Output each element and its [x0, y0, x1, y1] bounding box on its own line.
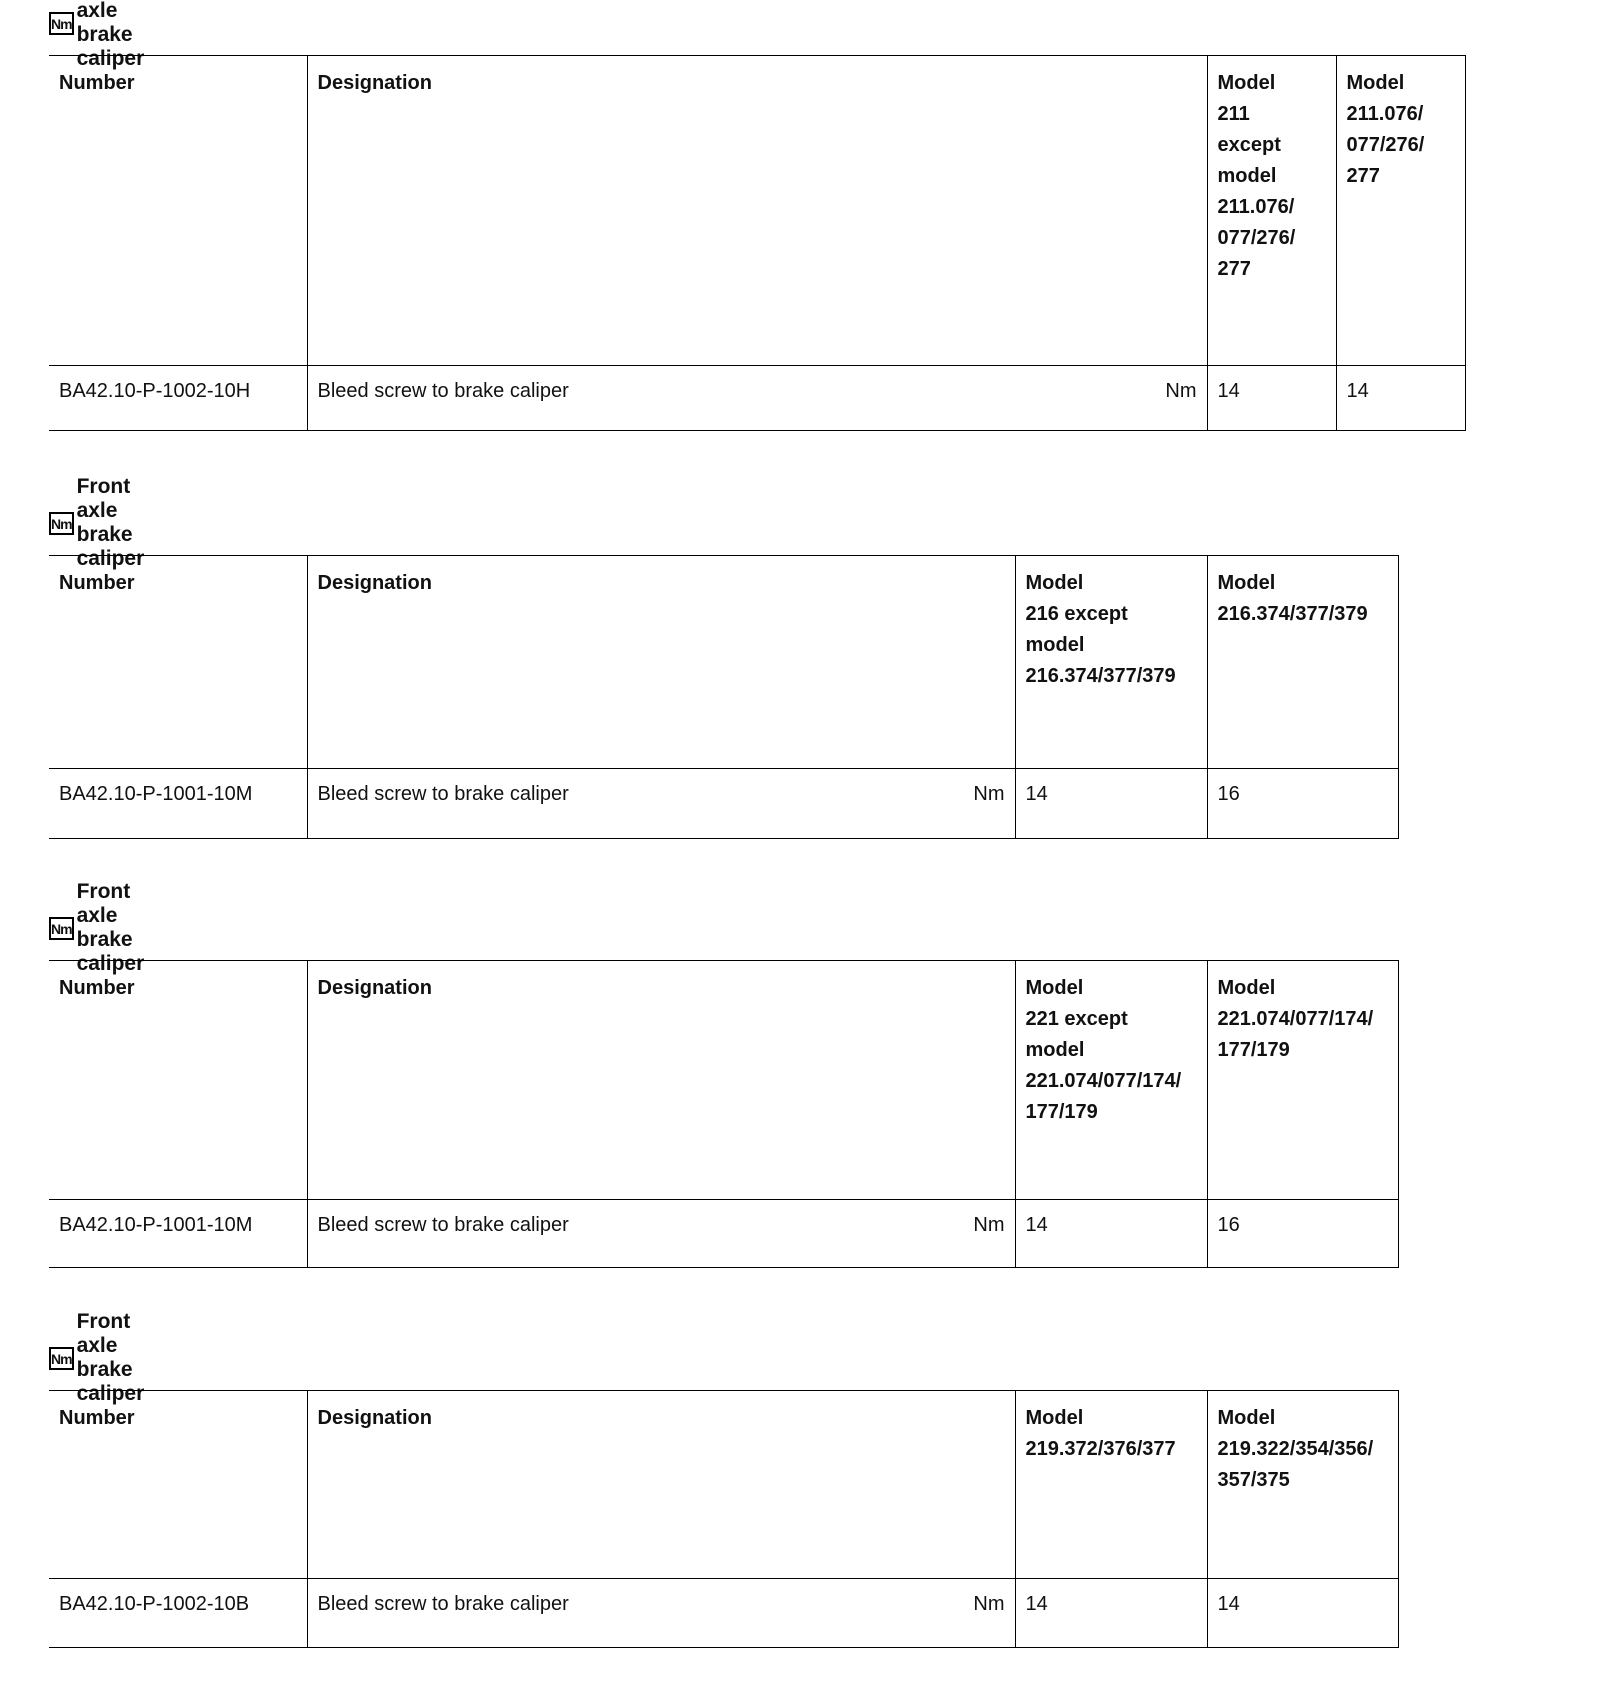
section-title [49, 880, 145, 975]
section-title-text: Front axle brake caliper [76, 475, 145, 570]
cell-designation [307, 366, 1207, 431]
table-row [49, 769, 1398, 839]
cell-value-b: 16 [1207, 769, 1398, 839]
section-title [49, 0, 145, 70]
section-title-text: Front axle brake caliper [76, 880, 145, 975]
designation-text: Bleed screw to brake caliper [317, 1214, 569, 1236]
cell-number: BA42.10-P-1001-10M [49, 769, 307, 839]
table-row [49, 1579, 1398, 1648]
header-model-a: Model 211 except model 211.076/ 077/276/ 277 [1207, 56, 1336, 366]
header-model-b: Model 221.074/077/174/ 177/179 [1207, 961, 1398, 1200]
table-header-row [49, 56, 1465, 366]
cell-number: BA42.10-P-1001-10M [49, 1200, 307, 1268]
cell-value-a: 14 [1015, 1579, 1207, 1648]
cell-value-b: 14 [1207, 1579, 1398, 1648]
cell-value-b: 14 [1336, 366, 1465, 431]
unit-text: Nm [973, 1214, 1005, 1236]
header-model-a: Model 216 except model 216.374/377/379 [1015, 556, 1207, 769]
header-model-b: Model 211.076/ 077/276/ 277 [1336, 56, 1465, 366]
torque-table [49, 960, 1399, 1268]
table-row [49, 366, 1465, 431]
torque-nm-icon: Nm [49, 512, 74, 535]
header-designation: Designation [307, 56, 1207, 366]
header-model-a: Model 221 except model 221.074/077/174/ 177/179 [1015, 961, 1207, 1200]
header-number: Number [49, 556, 307, 769]
table-header-row [49, 556, 1398, 769]
table-header-row [49, 1391, 1398, 1579]
torque-table [49, 1390, 1399, 1648]
designation-text: Bleed screw to brake caliper [317, 1593, 569, 1615]
header-designation: Designation [307, 1391, 1015, 1579]
header-designation: Designation [307, 556, 1015, 769]
cell-designation [307, 1200, 1015, 1268]
unit-text: Nm [973, 1593, 1005, 1615]
cell-designation [307, 769, 1015, 839]
table-row [49, 1200, 1398, 1268]
header-number: Number [49, 961, 307, 1200]
cell-value-a: 14 [1207, 366, 1336, 431]
section-title [49, 1310, 145, 1405]
torque-nm-icon: Nm [49, 12, 74, 35]
cell-value-a: 14 [1015, 1200, 1207, 1268]
header-designation: Designation [307, 961, 1015, 1200]
cell-value-a: 14 [1015, 769, 1207, 839]
cell-number: BA42.10-P-1002-10B [49, 1579, 307, 1648]
unit-text: Nm [1165, 380, 1197, 402]
torque-table [49, 55, 1466, 431]
section-title-text: axle brake caliper [76, 0, 145, 70]
cell-designation [307, 1579, 1015, 1648]
torque-nm-icon: Nm [49, 917, 74, 940]
cell-value-b: 16 [1207, 1200, 1398, 1268]
header-number: Number [49, 1391, 307, 1579]
designation-text: Bleed screw to brake caliper [317, 783, 569, 805]
torque-table [49, 555, 1399, 839]
designation-text: Bleed screw to brake caliper [317, 380, 569, 402]
torque-nm-icon: Nm [49, 1347, 74, 1370]
section-title [49, 475, 145, 570]
unit-text: Nm [973, 783, 1005, 805]
table-header-row [49, 961, 1398, 1200]
header-model-b: Model 219.322/354/356/ 357/375 [1207, 1391, 1398, 1579]
cell-number: BA42.10-P-1002-10H [49, 366, 307, 431]
section-title-text: Front axle brake caliper [76, 1310, 145, 1405]
header-model-b: Model 216.374/377/379 [1207, 556, 1398, 769]
header-model-a: Model 219.372/376/377 [1015, 1391, 1207, 1579]
header-number: Number [49, 56, 307, 366]
